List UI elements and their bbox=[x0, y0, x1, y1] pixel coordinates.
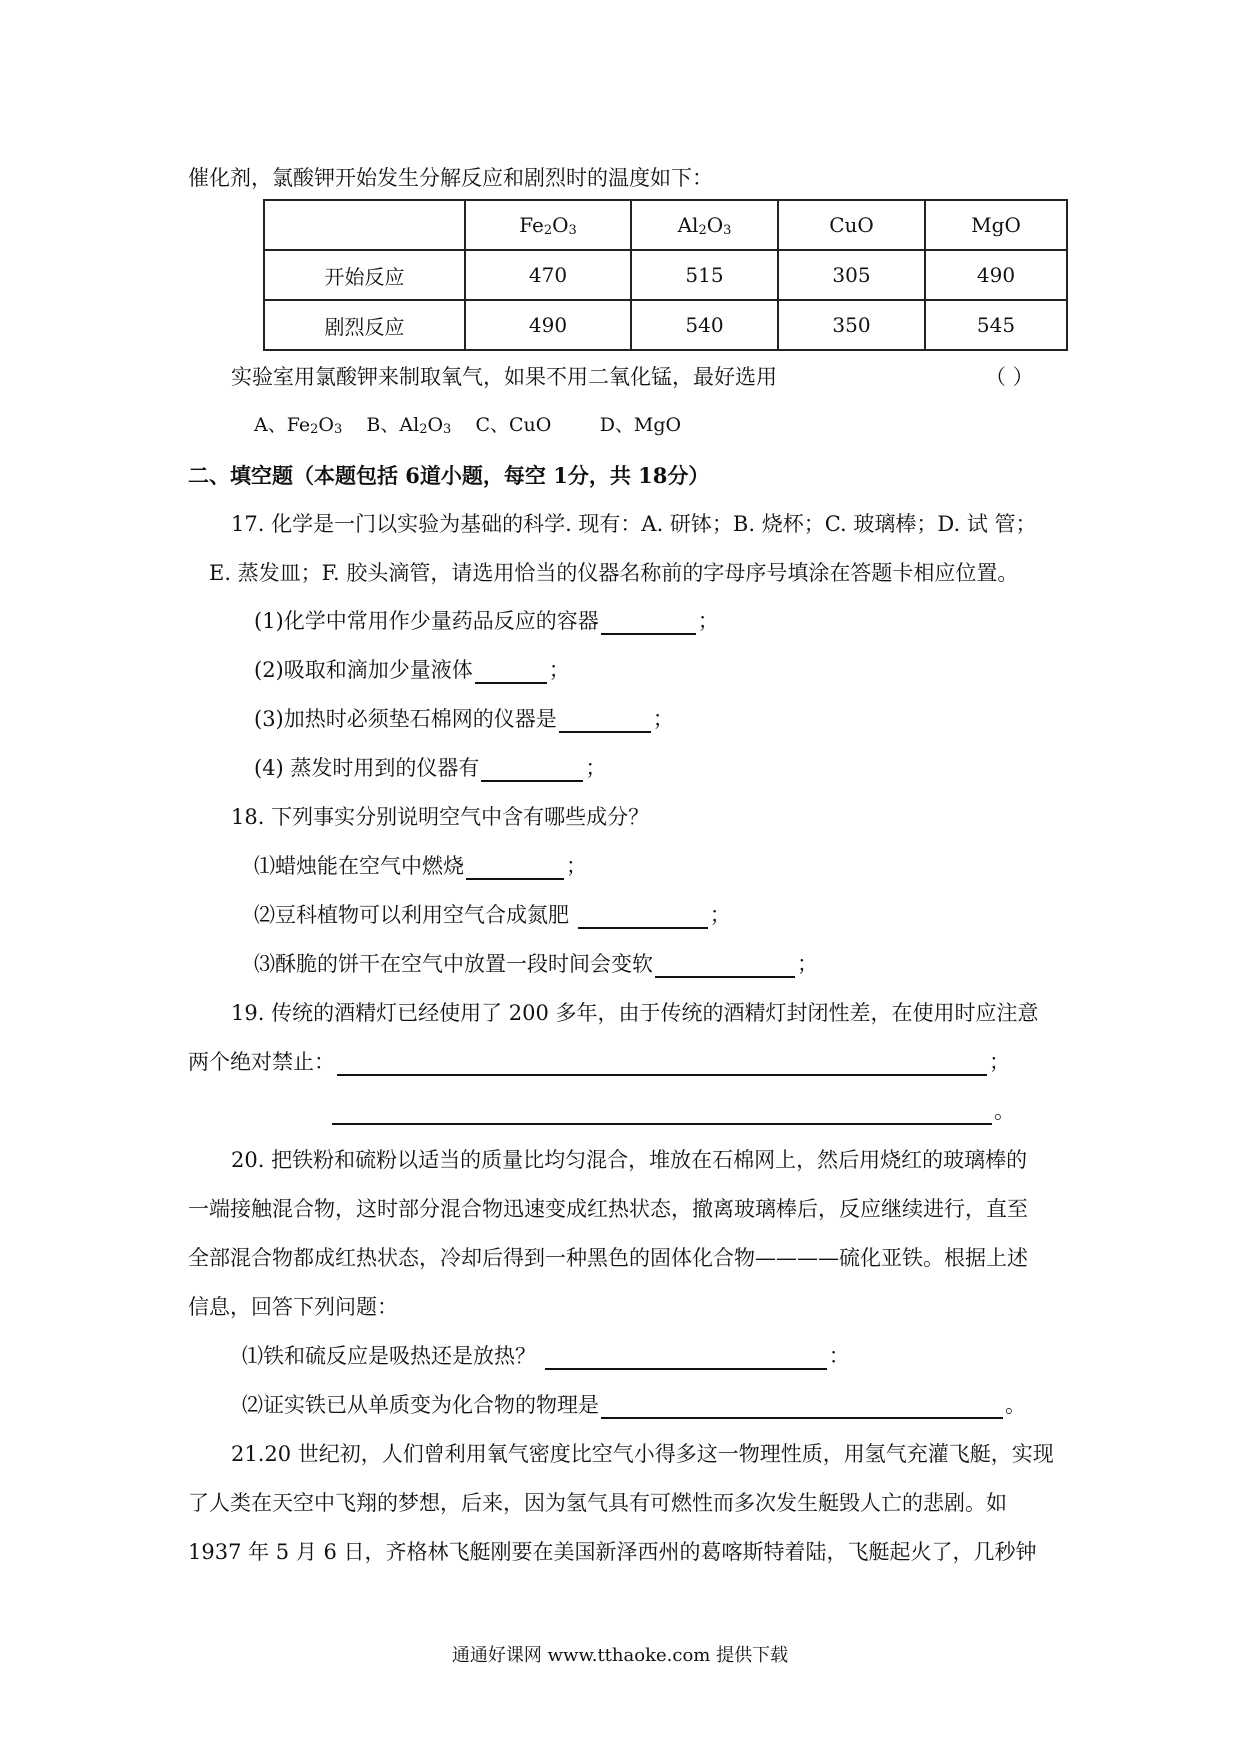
q19-label: 两个绝对禁止： bbox=[188, 1050, 335, 1074]
header-cell: MgO bbox=[925, 200, 1067, 250]
semicolon: ； bbox=[566, 854, 587, 878]
q17-line2: E. 蒸发皿；F. 胶头滴管，请选用恰当的仪器名称前的字母序号填涂在答题卡相应位置。 bbox=[209, 561, 1019, 585]
answer-blank[interactable] bbox=[475, 660, 547, 684]
footer-download-note: 通通好课网 www.tthaoke.com 提供下载 bbox=[451, 1645, 789, 1666]
answer-blank[interactable] bbox=[481, 758, 583, 782]
q18-stem: 18. 下列事实分别说明空气中含有哪些成分？ bbox=[231, 805, 650, 829]
q20-line4: 信息，回答下列问题： bbox=[188, 1295, 398, 1319]
q21-line2: 了人类在天空中飞翔的梦想，后来，因为氢气具有可燃性而多次发生艇毁人亡的悲剧。如 bbox=[188, 1491, 1007, 1515]
header-cell: CuO bbox=[778, 200, 925, 250]
table-cell: 490 bbox=[465, 300, 631, 350]
q20-line1: 20. 把铁粉和硫粉以适当的质量比均匀混合，堆放在石棉网上，然后用烧红的玻璃棒的 bbox=[231, 1148, 1028, 1172]
q17-sub3-text: (3)加热时必须垫石棉网的仪器是 bbox=[254, 707, 557, 731]
answer-blank[interactable] bbox=[466, 856, 564, 880]
q17-line1: 17. 化学是一门以实验为基础的科学. 现有：A. 研钵；B. 烧杯；C. 玻璃棒；D. 试 管； bbox=[231, 512, 1037, 536]
answer-blank[interactable] bbox=[559, 709, 651, 733]
q16-answer-paren: （ ） bbox=[985, 365, 1034, 389]
q18-sub2 bbox=[254, 899, 731, 929]
table-row bbox=[264, 250, 1067, 300]
intro-text: 催化剂，氯酸钾开始发生分解反应和剧烈时的温度如下： bbox=[188, 166, 713, 190]
answer-blank[interactable] bbox=[545, 1346, 827, 1370]
answer-blank[interactable] bbox=[655, 954, 795, 978]
q20-sub2-end: 。 bbox=[1005, 1393, 1026, 1417]
q19-end1: ； bbox=[989, 1050, 1010, 1074]
q17-sub1-text: (1)化学中常用作少量药品反应的容器 bbox=[254, 609, 599, 633]
q20-sub2 bbox=[242, 1389, 1026, 1419]
table-cell: 490 bbox=[925, 250, 1067, 300]
q16-options: A、Fe2O3 B、Al2O3 C、CuO D、MgO bbox=[254, 414, 682, 437]
q18-sub1 bbox=[254, 850, 587, 880]
table-corner-cell bbox=[264, 200, 465, 250]
semicolon: ； bbox=[585, 756, 607, 780]
q20-sub1-text: ⑴铁和硫反应是吸热还是放热？ bbox=[242, 1344, 536, 1368]
q20-sub1 bbox=[242, 1340, 850, 1370]
q19-line3 bbox=[330, 1095, 1015, 1125]
q20-line2: 一端接触混合物，这时部分混合物迅速变成红热状态，撤离玻璃棒后，反应继续进行，直至 bbox=[188, 1197, 1028, 1221]
q19-line1: 19. 传统的酒精灯已经使用了 200 多年，由于传统的酒精灯封闭性差，在使用时应注意 bbox=[231, 1001, 1039, 1025]
row-label: 开始反应 bbox=[264, 250, 465, 300]
table-header-row bbox=[264, 200, 1067, 250]
table-cell: 305 bbox=[778, 250, 925, 300]
q17-sub4-text: (4) 蒸发时用到的仪器有 bbox=[254, 756, 480, 780]
q20-sub1-end: ： bbox=[828, 1344, 850, 1368]
semicolon: ； bbox=[697, 609, 719, 633]
q18-sub1-text: ⑴蜡烛能在空气中燃烧 bbox=[254, 854, 464, 878]
answer-blank[interactable] bbox=[332, 1101, 992, 1125]
q17-sub3 bbox=[254, 703, 674, 733]
semicolon: ； bbox=[548, 658, 570, 682]
q16-stem: 实验室用氯酸钾来制取氧气，如果不用二氧化锰，最好选用 bbox=[231, 365, 777, 389]
q20-line3: 全部混合物都成红热状态，冷却后得到一种黑色的固体化合物————硫化亚铁。根据上述 bbox=[188, 1246, 1028, 1270]
row-label: 剧烈反应 bbox=[264, 300, 465, 350]
q19-line2 bbox=[188, 1046, 1010, 1076]
q20-sub2-text: ⑵证实铁已从单质变为化合物的物理是 bbox=[242, 1393, 599, 1417]
answer-blank[interactable] bbox=[578, 905, 708, 929]
table-cell: 515 bbox=[631, 250, 778, 300]
catalyst-table bbox=[263, 199, 1068, 351]
table-cell: 470 bbox=[465, 250, 631, 300]
q17-sub1 bbox=[254, 605, 719, 635]
q17-sub4 bbox=[254, 752, 606, 782]
table-row bbox=[264, 300, 1067, 350]
answer-blank[interactable] bbox=[601, 1395, 1003, 1419]
semicolon: ； bbox=[652, 707, 674, 731]
q17-sub2-text: (2)吸取和滴加少量液体 bbox=[254, 658, 473, 682]
semicolon: ； bbox=[797, 952, 818, 976]
q17-sub2 bbox=[254, 654, 570, 684]
q21-line3: 1937 年 5 月 6 日，齐格林飞艇刚要在美国新泽西州的葛喀斯特着陆，飞艇起火了，几秒钟 bbox=[188, 1540, 1037, 1564]
semicolon: ； bbox=[709, 903, 731, 927]
q18-sub3-text: ⑶酥脆的饼干在空气中放置一段时间会变软 bbox=[254, 952, 653, 976]
q18-sub2-text: ⑵豆科植物可以利用空气合成氮肥 bbox=[254, 903, 569, 927]
header-cell: Al2O3 bbox=[631, 200, 778, 250]
header-cell: Fe2O3 bbox=[465, 200, 631, 250]
table-cell: 540 bbox=[631, 300, 778, 350]
table-cell: 545 bbox=[925, 300, 1067, 350]
section-heading: 二、填空题（本题包括 6道小题，每空 1分，共 18分） bbox=[188, 463, 710, 488]
answer-blank[interactable] bbox=[337, 1052, 987, 1076]
q21-line1: 21.20 世纪初，人们曾利用氧气密度比空气小得多这一物理性质，用氢气充灌飞艇，实现 bbox=[231, 1442, 1054, 1466]
answer-blank[interactable] bbox=[601, 611, 696, 635]
q18-sub3 bbox=[254, 948, 818, 978]
q19-end2: 。 bbox=[994, 1099, 1015, 1123]
table-cell: 350 bbox=[778, 300, 925, 350]
